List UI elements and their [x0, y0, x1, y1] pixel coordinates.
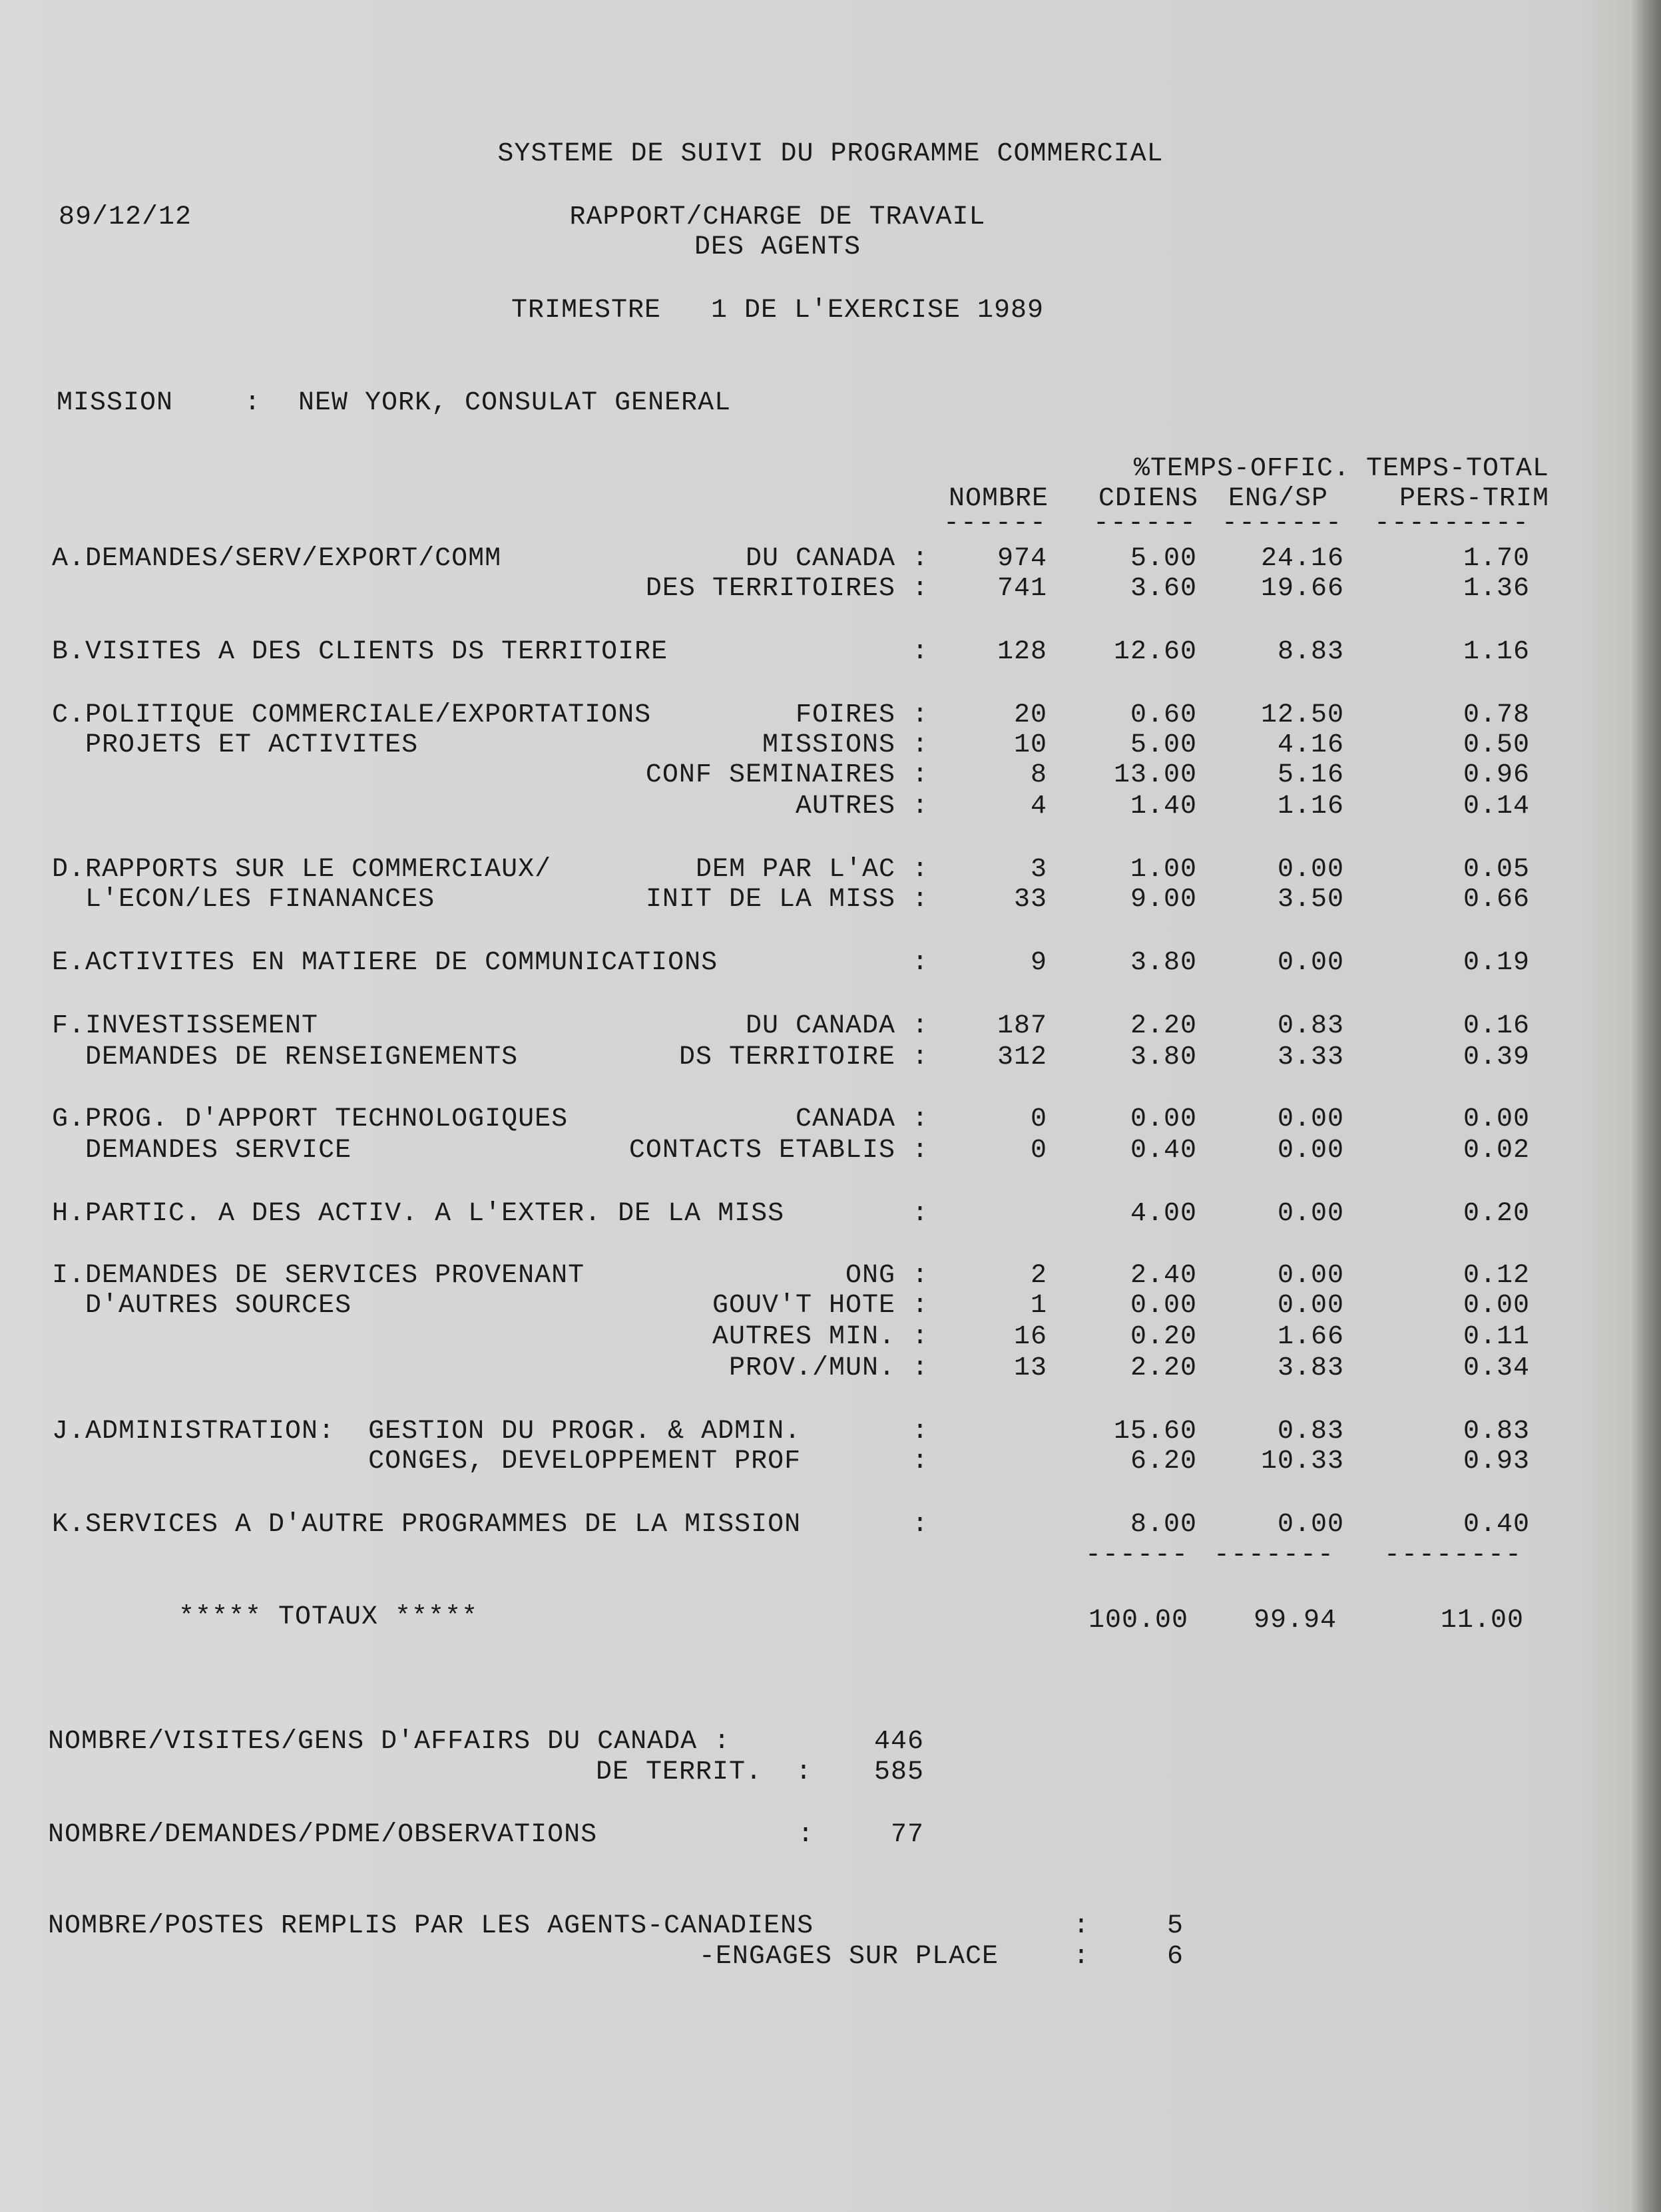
pdme-label: NOMBRE/DEMANDES/PDME/OBSERVATIONS	[48, 1820, 598, 1850]
row-eng-sp: 0.00	[1277, 1136, 1344, 1166]
row-nombre: 8	[1030, 760, 1047, 790]
row-label: J.ADMINISTRATION: GESTION DU PROGR. & ADMIN.	[52, 1417, 802, 1446]
row-pers-trim: 1.70	[1463, 544, 1530, 574]
row-cdiens: 1.00	[1130, 855, 1197, 885]
row-sublabel: DEM PAR L'AC :	[695, 855, 929, 885]
report-period: TRIMESTRE 1 DE L'EXERCISE 1989	[511, 296, 1045, 326]
row-eng-sp: 3.33	[1277, 1042, 1344, 1072]
row-nombre: 13	[1013, 1353, 1047, 1383]
row-cdiens: 9.00	[1130, 885, 1197, 915]
header-rule-nombre: ------	[943, 509, 1047, 539]
row-eng-sp: 0.83	[1277, 1417, 1344, 1446]
row-pers-trim: 0.12	[1463, 1261, 1530, 1291]
row-pers-trim: 0.14	[1463, 791, 1530, 821]
row-label: C.POLITIQUE COMMERCIALE/EXPORTATIONS	[52, 700, 652, 730]
row-eng-sp: 0.00	[1277, 1104, 1344, 1134]
row-sublabel: GOUV'T HOTE :	[712, 1291, 929, 1321]
totals-rule-eng-sp: -------	[1213, 1540, 1335, 1570]
row-pers-trim: 0.50	[1463, 730, 1530, 760]
row-cdiens: 5.00	[1130, 544, 1197, 574]
totals-pers-trim: 11.00	[1440, 1606, 1524, 1636]
header-temps-total: TEMPS-TOTAL	[1365, 454, 1549, 484]
totals-label: ***** TOTAUX *****	[178, 1602, 479, 1632]
row-eng-sp: 8.83	[1277, 637, 1344, 667]
row-nombre: 2	[1030, 1261, 1047, 1291]
pdme-value: 77	[890, 1820, 924, 1850]
row-eng-sp: 0.00	[1277, 1291, 1344, 1321]
row-pers-trim: 0.00	[1463, 1104, 1530, 1134]
row-label: DEMANDES DE RENSEIGNEMENTS	[52, 1042, 519, 1072]
header-cdiens: CDIENS	[1098, 484, 1198, 514]
row-pers-trim: 0.19	[1463, 948, 1530, 978]
row-eng-sp: 19.66	[1260, 574, 1344, 604]
row-nombre: 0	[1030, 1104, 1047, 1134]
visites-territ-value: 585	[873, 1757, 924, 1787]
row-sublabel: CANADA :	[795, 1104, 929, 1134]
row-eng-sp: 4.16	[1277, 730, 1344, 760]
visites-canada-value: 446	[873, 1727, 924, 1757]
row-label: A.DEMANDES/SERV/EXPORT/COMM	[52, 544, 502, 574]
row-sublabel: DS TERRITOIRE :	[678, 1042, 929, 1072]
row-label: CONGES, DEVELOPPEMENT PROF	[52, 1446, 802, 1476]
row-cdiens: 6.20	[1130, 1446, 1197, 1476]
row-nombre: 9	[1030, 948, 1047, 978]
row-nombre: 974	[997, 544, 1047, 574]
engages-sur-place-label: -ENGAGES SUR PLACE	[698, 1942, 999, 1972]
row-pers-trim: 0.78	[1463, 700, 1530, 730]
mission-colon: :	[244, 388, 262, 418]
row-pers-trim: 0.96	[1463, 760, 1530, 790]
postes-canadiens-colon: :	[1073, 1911, 1090, 1941]
header-rule-pers-trim: ---------	[1373, 509, 1530, 539]
row-label: H.PARTIC. A DES ACTIV. A L'EXTER. DE LA MISS	[52, 1199, 785, 1229]
row-eng-sp: 0.83	[1277, 1011, 1344, 1041]
header-rule-cdiens: ------	[1092, 509, 1197, 539]
mission-value: NEW YORK, CONSULAT GENERAL	[298, 388, 732, 418]
row-cdiens: 12.60	[1113, 637, 1197, 667]
row-label: K.SERVICES A D'AUTRE PROGRAMMES DE LA MISSION	[52, 1510, 802, 1540]
row-cdiens: 1.40	[1130, 791, 1197, 821]
row-cdiens: 0.20	[1130, 1322, 1197, 1352]
visites-canada-label: NOMBRE/VISITES/GENS D'AFFAIRS DU CANADA :	[48, 1727, 731, 1757]
row-sublabel: INIT DE LA MISS :	[645, 885, 929, 915]
row-eng-sp: 0.00	[1277, 1510, 1344, 1540]
row-eng-sp: 0.00	[1277, 855, 1344, 885]
row-eng-sp: 0.00	[1277, 1199, 1344, 1229]
row-cdiens: 13.00	[1113, 760, 1197, 790]
row-eng-sp: 5.16	[1277, 760, 1344, 790]
row-cdiens: 0.40	[1130, 1136, 1197, 1166]
row-sublabel: CONTACTS ETABLIS :	[628, 1136, 929, 1166]
row-pers-trim: 0.34	[1463, 1353, 1530, 1383]
row-eng-sp: 3.83	[1277, 1353, 1344, 1383]
row-sublabel: AUTRES MIN. :	[712, 1322, 929, 1352]
row-pers-trim: 0.93	[1463, 1446, 1530, 1476]
row-nombre: 312	[997, 1042, 1047, 1072]
row-sublabel: PROV./MUN. :	[728, 1353, 929, 1383]
report-title-line-1: RAPPORT/CHARGE DE TRAVAIL	[569, 202, 986, 232]
row-nombre: 4	[1030, 791, 1047, 821]
row-pers-trim: 0.05	[1463, 855, 1530, 885]
row-label: D.RAPPORTS SUR LE COMMERCIAUX/	[52, 855, 552, 885]
header-nombre: NOMBRE	[948, 484, 1049, 514]
row-sublabel: :	[911, 637, 929, 667]
row-sublabel: :	[911, 1446, 929, 1476]
row-label: D'AUTRES SOURCES	[52, 1291, 352, 1321]
row-pers-trim: 0.40	[1463, 1510, 1530, 1540]
report-system-title: SYSTEME DE SUIVI DU PROGRAMME COMMERCIAL	[497, 139, 1164, 169]
row-nombre: 16	[1013, 1322, 1047, 1352]
row-pers-trim: 0.11	[1463, 1322, 1530, 1352]
mission-label: MISSION	[57, 388, 174, 418]
row-eng-sp: 1.16	[1277, 791, 1344, 821]
row-cdiens: 2.20	[1130, 1353, 1197, 1383]
row-nombre: 0	[1030, 1136, 1047, 1166]
row-pers-trim: 0.66	[1463, 885, 1530, 915]
row-label: G.PROG. D'APPORT TECHNOLOGIQUES	[52, 1104, 569, 1134]
pdme-colon: :	[798, 1820, 815, 1850]
row-sublabel: DU CANADA :	[745, 1011, 929, 1041]
row-pers-trim: 0.39	[1463, 1042, 1530, 1072]
row-label: E.ACTIVITES EN MATIERE DE COMMUNICATIONS	[52, 948, 718, 978]
row-sublabel: :	[911, 948, 929, 978]
row-cdiens: 0.00	[1130, 1291, 1197, 1321]
row-pers-trim: 0.16	[1463, 1011, 1530, 1041]
page-edge-shadow	[1630, 0, 1661, 2212]
row-eng-sp: 0.00	[1277, 1261, 1344, 1291]
row-cdiens: 8.00	[1130, 1510, 1197, 1540]
row-pers-trim: 0.00	[1463, 1291, 1530, 1321]
row-nombre: 33	[1013, 885, 1047, 915]
totals-rule-cdiens: ------	[1084, 1540, 1189, 1570]
row-sublabel: FOIRES :	[795, 700, 929, 730]
report-title-line-2: DES AGENTS	[694, 232, 861, 262]
row-sublabel: DES TERRITOIRES :	[645, 574, 929, 604]
row-pers-trim: 1.16	[1463, 637, 1530, 667]
row-nombre: 3	[1030, 855, 1047, 885]
row-eng-sp: 24.16	[1260, 544, 1344, 574]
engages-sur-place-colon: :	[1073, 1942, 1090, 1972]
row-eng-sp: 1.66	[1277, 1322, 1344, 1352]
row-cdiens: 4.00	[1130, 1199, 1197, 1229]
row-label: L'ECON/LES FINANANCES	[52, 885, 435, 915]
row-cdiens: 0.60	[1130, 700, 1197, 730]
row-nombre: 128	[997, 637, 1047, 667]
row-pers-trim: 1.36	[1463, 574, 1530, 604]
row-pers-trim: 0.02	[1463, 1136, 1530, 1166]
row-eng-sp: 12.50	[1260, 700, 1344, 730]
row-sublabel: MISSIONS :	[762, 730, 929, 760]
row-sublabel: ONG :	[845, 1261, 929, 1291]
row-sublabel: :	[911, 1510, 929, 1540]
row-cdiens: 3.60	[1130, 574, 1197, 604]
row-sublabel: CONF SEMINAIRES :	[645, 760, 929, 790]
row-sublabel: :	[911, 1417, 929, 1446]
row-label: I.DEMANDES DE SERVICES PROVENANT	[52, 1261, 585, 1291]
row-pers-trim: 0.83	[1463, 1417, 1530, 1446]
header-eng-sp: ENG/SP	[1228, 484, 1328, 514]
row-nombre: 10	[1013, 730, 1047, 760]
postes-canadiens-label: NOMBRE/POSTES REMPLIS PAR LES AGENTS-CANADIENS	[48, 1911, 814, 1941]
header-temps-offic: %TEMPS-OFFIC.	[1133, 454, 1350, 484]
row-label: F.INVESTISSEMENT	[52, 1011, 319, 1041]
row-sublabel: AUTRES :	[795, 791, 929, 821]
row-pers-trim: 0.20	[1463, 1199, 1530, 1229]
row-label: PROJETS ET ACTIVITES	[52, 730, 419, 760]
row-cdiens: 5.00	[1130, 730, 1197, 760]
engages-sur-place-value: 6	[1166, 1942, 1184, 1972]
row-nombre: 1	[1030, 1291, 1047, 1321]
row-sublabel: :	[911, 1199, 929, 1229]
totals-eng-sp: 99.94	[1253, 1606, 1337, 1636]
report-date: 89/12/12	[59, 202, 192, 232]
row-cdiens: 3.80	[1130, 1042, 1197, 1072]
row-nombre: 187	[997, 1011, 1047, 1041]
row-cdiens: 0.00	[1130, 1104, 1197, 1134]
totals-rule-pers-trim: --------	[1383, 1540, 1523, 1570]
row-nombre: 741	[997, 574, 1047, 604]
row-eng-sp: 0.00	[1277, 948, 1344, 978]
row-cdiens: 3.80	[1130, 948, 1197, 978]
row-cdiens: 15.60	[1113, 1417, 1197, 1446]
row-label: DEMANDES SERVICE	[52, 1136, 352, 1166]
visites-territ-label: DE TERRIT. :	[595, 1757, 812, 1787]
row-eng-sp: 3.50	[1277, 885, 1344, 915]
row-label: B.VISITES A DES CLIENTS DS TERRITOIRE	[52, 637, 668, 667]
postes-canadiens-value: 5	[1166, 1911, 1184, 1941]
header-pers-trim: PERS-TRIM	[1399, 484, 1549, 514]
row-sublabel: DU CANADA :	[745, 544, 929, 574]
row-cdiens: 2.40	[1130, 1261, 1197, 1291]
header-rule-eng-sp: -------	[1221, 509, 1343, 539]
totals-cdiens: 100.00	[1088, 1606, 1188, 1636]
row-cdiens: 2.20	[1130, 1011, 1197, 1041]
row-eng-sp: 10.33	[1260, 1446, 1344, 1476]
row-nombre: 20	[1013, 700, 1047, 730]
